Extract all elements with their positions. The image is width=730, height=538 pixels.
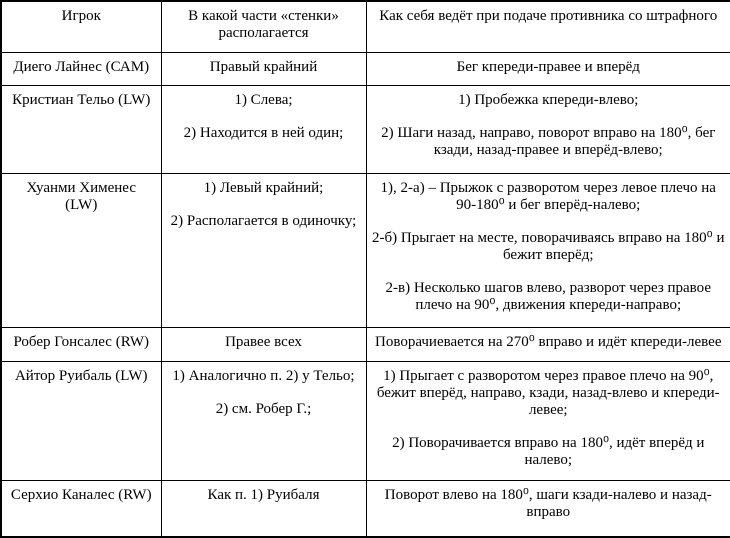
behavior-item: 2-б) Прыгает на месте, поворачиваясь вправо на 180⁰ и бежит вперёд; — [372, 229, 725, 263]
player-name: Айтор Руибаль (LW) — [14, 367, 148, 384]
wall-position-text: Как п. 1) Руибаля — [207, 486, 320, 503]
wall-position-item: 1) Аналогично п. 2) у Тельо; — [172, 367, 355, 384]
header-row — [1, 1, 730, 52]
wall-position-item: 1) Левый крайний; — [203, 179, 324, 196]
player-position: (LW) — [65, 196, 98, 213]
wall-position-item: 2) см. Робер Г.; — [215, 400, 312, 417]
behavior-cell — [366, 480, 730, 537]
player-cell — [1, 85, 161, 173]
behavior-cell — [366, 85, 730, 173]
wall-position-cell — [161, 327, 366, 361]
player-cell — [1, 361, 161, 480]
player-cell — [1, 173, 161, 327]
column-header-player: Игрок — [1, 1, 161, 52]
behavior-item: 1) Пробежка кпереди-влево; — [458, 91, 639, 108]
wall-position-cell — [161, 361, 366, 480]
wall-position-text: Правее всех — [225, 333, 302, 350]
table-row — [1, 85, 730, 173]
behavior-item: 2-в) Несколько шагов влево, разворот через правое плечо на 90⁰, движения кпереди-направо; — [385, 279, 711, 313]
table-row — [1, 52, 730, 85]
wall-position-text: Правый крайний — [209, 58, 318, 75]
table-row — [1, 361, 730, 480]
table-row — [1, 173, 730, 327]
player-name: Хуанми Хименес — [26, 179, 136, 196]
wall-position-item: 2) Находится в ней один; — [183, 124, 344, 141]
behavior-cell — [366, 327, 730, 361]
behavior-item: 2) Поворачивается вправо на 180⁰, идёт вперёд и налево; — [392, 434, 705, 468]
behavior-text: Поворачиевается на 270⁰ вправо и идёт кпереди-левее — [375, 333, 722, 350]
player-name: Диего Лайнес (САМ) — [13, 58, 150, 75]
player-name: Робер Гонсалес (RW) — [13, 333, 150, 350]
column-header-wall-position: В какой части «стенки» располагается — [161, 1, 366, 52]
behavior-item: 1), 2-а) – Прыжок с разворотом через левое плечо на 90-180⁰ и бег вперёд-налево; — [380, 179, 716, 213]
behavior-cell — [366, 52, 730, 85]
behavior-text: Бег кпереди-правее и вперёд — [456, 58, 640, 75]
behavior-cell — [366, 361, 730, 480]
behavior-item: 2) Шаги назад, направо, поворот вправо на 180⁰, бег кзади, назад-правее и вперёд-влево; — [381, 124, 716, 158]
wall-position-cell — [161, 173, 366, 327]
behavior-text: Поворот влево на 180⁰, шаги кзади-налево и назад-вправо — [384, 486, 712, 520]
wall-position-item: 2) Располагается в одиночку; — [170, 212, 357, 229]
wall-position-cell — [161, 85, 366, 173]
player-cell — [1, 52, 161, 85]
column-header-behavior: Как себя ведёт при подаче противника со штрафного — [366, 1, 730, 52]
wall-position-cell — [161, 52, 366, 85]
player-cell — [1, 327, 161, 361]
wall-position-cell — [161, 480, 366, 537]
table-row — [1, 327, 730, 361]
player-name: Серхио Каналес (RW) — [10, 486, 152, 503]
table-row — [1, 480, 730, 537]
wall-position-item: 1) Слева; — [234, 91, 293, 108]
player-cell — [1, 480, 161, 537]
player-name: Кристиан Тельо (LW) — [12, 91, 151, 108]
behavior-cell — [366, 173, 730, 327]
behavior-item: 1) Прыгает с разворотом через правое плечо на 90⁰, бежит вперёд, направо, кзади, назад-влево и кпереди-левее; — [376, 367, 720, 418]
